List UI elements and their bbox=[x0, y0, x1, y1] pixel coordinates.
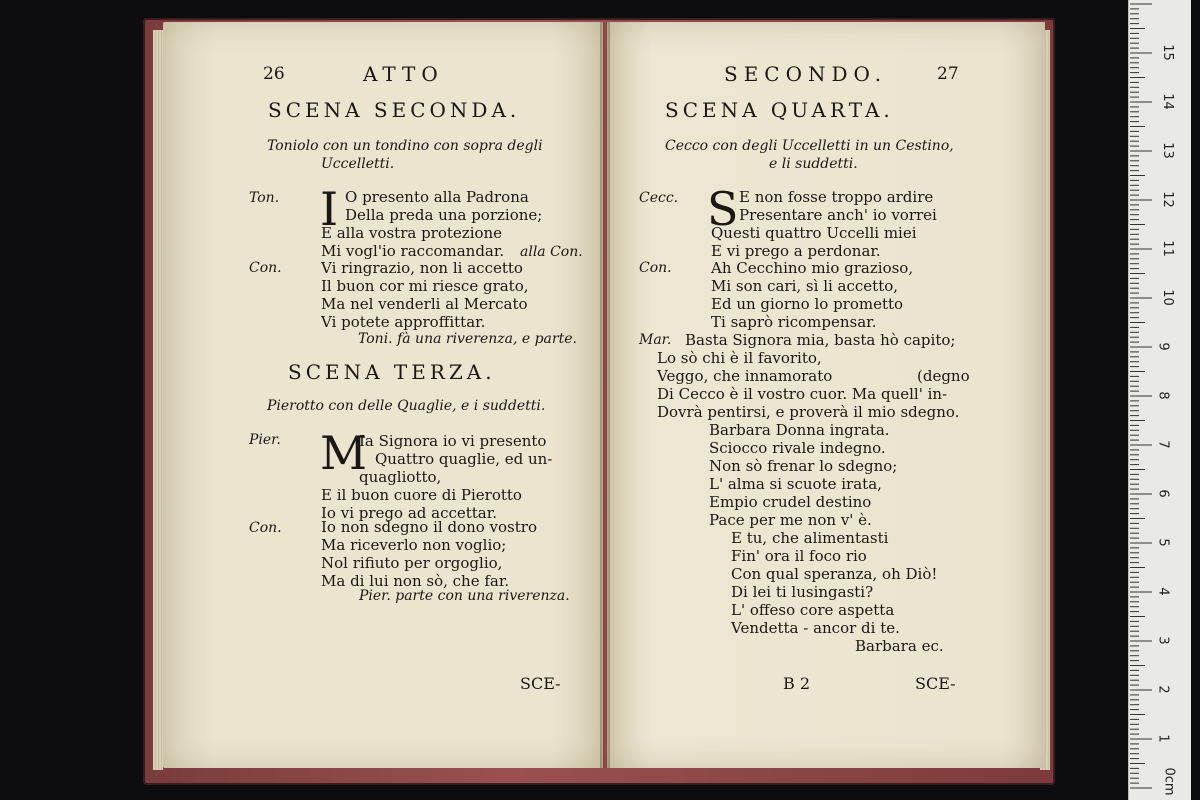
verse-line: Di lei ti lusingasti? bbox=[731, 583, 874, 601]
verse-line: Mi son cari, sì li accetto, bbox=[711, 277, 899, 295]
verse-line: Ah Cecchino mio grazioso, bbox=[711, 259, 914, 277]
measuring-ruler bbox=[1128, 0, 1191, 800]
exit-direction: Pier. parte con una riverenza. bbox=[359, 588, 570, 604]
verse-line: Ma di lui non sò, che far. bbox=[321, 572, 510, 590]
verse-line: Con qual speranza, oh Diò! bbox=[731, 565, 938, 583]
book-gutter bbox=[600, 22, 610, 768]
speaker-label: Con. bbox=[639, 260, 672, 276]
ruler-number: 11 bbox=[1159, 240, 1175, 257]
running-head: ATTO bbox=[363, 62, 444, 86]
verse-line: Mi vogl'io raccomandar. bbox=[321, 242, 505, 260]
verse-line: Io vi prego ad accettar. bbox=[321, 504, 498, 522]
verse-line: Vi potete approffittar. bbox=[321, 313, 486, 331]
verse-line: Presentare anch' io vorrei bbox=[739, 206, 937, 224]
catchword: SCE- bbox=[520, 674, 561, 693]
verse-line: Dovrà pentirsi, e proverà il mio sdegno. bbox=[657, 403, 960, 421]
verse-line: Veggo, che innamorato bbox=[657, 367, 833, 385]
ruler-number: 3 bbox=[1155, 636, 1171, 645]
verse-line: L' alma si scuote irata, bbox=[709, 475, 882, 493]
verse-line: Vendetta - ancor di te. bbox=[731, 619, 900, 637]
ruler-number: 10 bbox=[1159, 289, 1175, 306]
verse-line: Vi ringrazio, non li accetto bbox=[321, 259, 523, 277]
ruler-number: 7 bbox=[1155, 440, 1171, 449]
verse-line: Ia Signora io vi presento bbox=[359, 432, 547, 450]
verse-line: Sciocco rivale indegno. bbox=[709, 439, 886, 457]
verse-line: Della preda una porzione; bbox=[345, 206, 543, 224]
speaker-label: Pier. bbox=[249, 432, 281, 448]
verse-line: O presento alla Padrona bbox=[345, 188, 529, 206]
signature-mark: B 2 bbox=[783, 674, 811, 693]
verse-line: E tu, che alimentasti bbox=[731, 529, 889, 547]
verse-line: Empio crudel destino bbox=[709, 493, 872, 511]
left-page bbox=[163, 22, 603, 768]
right-page bbox=[607, 22, 1045, 768]
scene-heading: SCENA QUARTA. bbox=[665, 98, 894, 122]
verse-line: Ti saprò ricompensar. bbox=[711, 313, 877, 331]
ruler-number: 8 bbox=[1155, 391, 1171, 400]
verse-line-turnover: (degno bbox=[917, 367, 970, 385]
page-edges-left bbox=[153, 30, 163, 770]
page-number: 26 bbox=[263, 64, 285, 84]
verse-line: E vi prego a perdonar. bbox=[711, 242, 881, 260]
running-head: SECONDO. bbox=[724, 62, 888, 86]
verse-line: Il buon cor mi riesce grato, bbox=[321, 277, 529, 295]
scene-heading: SCENA TERZA. bbox=[288, 360, 496, 384]
verse-line: L' offeso core aspetta bbox=[731, 601, 895, 619]
verse-line: quagliotto, bbox=[359, 468, 442, 486]
speaker-label: Ton. bbox=[249, 190, 280, 206]
stage-direction: e li suddetti. bbox=[769, 156, 858, 172]
ruler-ticks bbox=[1129, 0, 1191, 800]
drop-capital: M bbox=[320, 426, 368, 480]
speaker-label: Con. bbox=[249, 520, 282, 536]
ruler-number: 15 bbox=[1159, 44, 1175, 61]
exit-direction: Toni. fà una riverenza, e parte. bbox=[358, 331, 577, 347]
verse-line: Ma nel venderli al Mercato bbox=[321, 295, 528, 313]
verse-line: Questi quattro Uccelli miei bbox=[711, 224, 917, 242]
verse-line: Di Cecco è il vostro cuor. Ma quell' in- bbox=[657, 385, 948, 403]
ruler-number: 9 bbox=[1155, 342, 1171, 351]
verse-line: E alla vostra protezione bbox=[321, 224, 503, 242]
ruler-label-zero: 0cm bbox=[1161, 767, 1177, 796]
verse-line: Barbara ec. bbox=[855, 637, 944, 655]
ruler-number: 5 bbox=[1155, 538, 1171, 547]
verse-line: Ed un giorno lo prometto bbox=[711, 295, 904, 313]
page-number: 27 bbox=[937, 64, 959, 84]
verse-line: Basta Signora mia, basta hò capito; bbox=[685, 331, 956, 349]
drop-capital: I bbox=[320, 182, 339, 236]
drop-capital: S bbox=[707, 182, 739, 236]
speaker-label: Mar. bbox=[639, 332, 672, 348]
stage-direction: Uccelletti. bbox=[321, 156, 395, 172]
ruler-number: 6 bbox=[1155, 489, 1171, 498]
ruler-number: 13 bbox=[1159, 142, 1175, 159]
verse-line: Ma riceverlo non voglio; bbox=[321, 536, 507, 554]
stage-direction: Pierotto con delle Quaglie, e i suddetti. bbox=[267, 398, 546, 414]
aside-direction: alla Con. bbox=[520, 244, 583, 260]
verse-line: Fin' ora il foco rio bbox=[731, 547, 867, 565]
verse-line: E il buon cuore di Pierotto bbox=[321, 486, 522, 504]
stage-direction: Toniolo con un tondino con sopra degli bbox=[267, 138, 543, 154]
verse-line: Non sò frenar lo sdegno; bbox=[709, 457, 898, 475]
ruler-number: 14 bbox=[1159, 93, 1175, 110]
speaker-label: Con. bbox=[249, 260, 282, 276]
verse-line: Io non sdegno il dono vostro bbox=[321, 518, 537, 536]
verse-line: Nol rifiuto per orgoglio, bbox=[321, 554, 503, 572]
verse-line: E non fosse troppo ardire bbox=[739, 188, 934, 206]
ruler-number: 12 bbox=[1159, 191, 1175, 208]
verse-line: Barbara Donna ingrata. bbox=[709, 421, 890, 439]
speaker-label: Cecc. bbox=[639, 190, 679, 206]
ruler-number: 4 bbox=[1155, 587, 1171, 596]
verse-line: Pace per me non v' è. bbox=[709, 511, 872, 529]
ruler-number: 2 bbox=[1155, 685, 1171, 694]
verse-line: Lo sò chi è il favorito, bbox=[657, 349, 822, 367]
ruler-number: 1 bbox=[1155, 734, 1171, 743]
verse-line: Quattro quaglie, ed un- bbox=[375, 450, 553, 468]
scene-heading: SCENA SECONDA. bbox=[268, 98, 521, 122]
stage-direction: Cecco con degli Uccelletti in un Cestino, bbox=[665, 138, 954, 154]
catchword: SCE- bbox=[915, 674, 956, 693]
